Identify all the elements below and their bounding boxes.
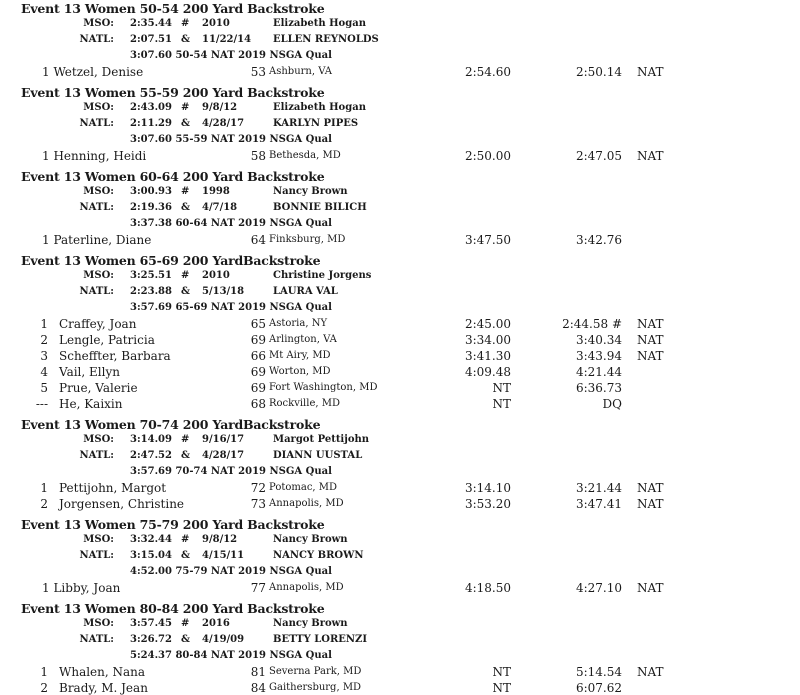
mso-time: 3:32.44: [130, 534, 172, 545]
mso-date: 1998: [202, 186, 230, 197]
natl-time: 2:47.52: [130, 450, 172, 461]
mso-holder: Elizabeth Hogan: [273, 102, 366, 113]
mso-time: 3:14.09: [130, 434, 172, 445]
club: Worton, MD: [269, 366, 331, 377]
natl-time: 3:15.04: [130, 550, 172, 561]
mso-holder: Nancy Brown: [273, 534, 348, 545]
qual-note: NAT: [637, 665, 664, 679]
swimmer-name: Craffey, Joan: [59, 317, 137, 331]
seed-time: NT: [492, 681, 511, 695]
club: Severna Park, MD: [269, 666, 362, 677]
swimmer-name: Scheffter, Barbara: [59, 349, 171, 363]
place-and-name: 1 Paterline, Diane: [42, 233, 152, 247]
qual-standard: 3:57.69 70-74 NAT 2019 NSGA Qual: [130, 466, 332, 477]
qual-note: NAT: [637, 333, 664, 347]
club: Finksburg, MD: [269, 234, 346, 245]
final-time: 4:27.10: [575, 581, 622, 595]
mso-symbol: #: [181, 618, 190, 629]
mso-symbol: #: [181, 270, 190, 281]
place: 1: [40, 665, 48, 679]
natl-symbol: &: [181, 34, 191, 45]
natl-holder: LAURA VAL: [273, 286, 338, 297]
mso-symbol: #: [181, 186, 190, 197]
age: 53: [250, 65, 266, 79]
natl-holder: BONNIE BILICH: [273, 202, 367, 213]
mso-holder: Margot Pettijohn: [273, 434, 370, 445]
mso-label: MSO:: [83, 18, 114, 29]
natl-label: NATL:: [79, 634, 114, 645]
event-title: Event 13 Women 75-79 200 Yard Backstroke: [21, 517, 325, 532]
mso-label: MSO:: [83, 270, 114, 281]
natl-label: NATL:: [79, 34, 114, 45]
final-time: 3:40.34: [575, 333, 622, 347]
mso-holder: Elizabeth Hogan: [273, 18, 366, 29]
final-time: 2:50.14: [575, 65, 622, 79]
seed-time: 4:18.50: [464, 581, 511, 595]
qual-note: NAT: [637, 497, 664, 511]
final-time: 4:21.44: [575, 365, 622, 379]
club: Arlington, VA: [269, 334, 337, 345]
mso-date: 9/8/12: [202, 102, 238, 113]
final-time: 5:14.54: [575, 665, 622, 679]
natl-holder: KARLYN PIPES: [273, 118, 359, 129]
natl-date: 4/28/17: [202, 118, 245, 129]
qual-note: NAT: [637, 65, 664, 79]
qual-note: NAT: [637, 481, 664, 495]
natl-holder: ELLEN REYNOLDS: [273, 34, 379, 45]
age: 81: [250, 665, 266, 679]
mso-symbol: #: [181, 102, 190, 113]
qual-note: NAT: [637, 581, 664, 595]
club: Annapolis, MD: [269, 582, 344, 593]
natl-symbol: &: [181, 286, 191, 297]
place: 2: [40, 497, 48, 511]
natl-time: 2:11.29: [130, 118, 172, 129]
qual-note: NAT: [637, 149, 664, 163]
seed-time: 2:45.00: [464, 317, 511, 331]
natl-holder: BETTY LORENZI: [273, 634, 368, 645]
age: 69: [250, 333, 266, 347]
seed-time: 3:14.10: [464, 481, 511, 495]
mso-holder: Nancy Brown: [273, 618, 348, 629]
club: Fort Washington, MD: [269, 382, 378, 393]
mso-date: 9/16/17: [202, 434, 245, 445]
mso-time: 2:35.44: [130, 18, 172, 29]
seed-time: NT: [492, 381, 511, 395]
swimmer-name: Vail, Ellyn: [59, 365, 120, 379]
natl-symbol: &: [181, 202, 191, 213]
qual-standard: 4:52.00 75-79 NAT 2019 NSGA Qual: [130, 566, 332, 577]
age: 77: [250, 581, 266, 595]
seed-time: 3:53.20: [464, 497, 511, 511]
final-time: 6:36.73: [575, 381, 622, 395]
qual-standard: 3:07.60 50-54 NAT 2019 NSGA Qual: [130, 50, 332, 61]
natl-holder: NANCY BROWN: [273, 550, 364, 561]
place: 5: [40, 381, 48, 395]
mso-date: 2010: [202, 270, 230, 281]
natl-holder: DIANN UUSTAL: [273, 450, 363, 461]
club: Ashburn, VA: [269, 66, 332, 77]
age: 69: [250, 381, 266, 395]
qual-standard: 3:57.69 65-69 NAT 2019 NSGA Qual: [130, 302, 332, 313]
event-title: Event 13 Women 60-64 200 Yard Backstroke: [21, 169, 325, 184]
qual-note: NAT: [637, 317, 664, 331]
qual-note: NAT: [637, 349, 664, 363]
natl-symbol: &: [181, 118, 191, 129]
natl-time: 2:23.88: [130, 286, 172, 297]
natl-label: NATL:: [79, 450, 114, 461]
club: Rockville, MD: [269, 398, 340, 409]
place: ---: [35, 397, 48, 411]
natl-time: 2:19.36: [130, 202, 172, 213]
natl-date: 4/15/11: [202, 550, 245, 561]
mso-label: MSO:: [83, 618, 114, 629]
club: Bethesda, MD: [269, 150, 341, 161]
place: 2: [40, 333, 48, 347]
age: 84: [250, 681, 266, 695]
seed-time: 3:47.50: [464, 233, 511, 247]
age: 69: [250, 365, 266, 379]
mso-time: 3:00.93: [130, 186, 172, 197]
club: Potomac, MD: [269, 482, 338, 493]
qual-standard: 5:24.37 80-84 NAT 2019 NSGA Qual: [130, 650, 332, 661]
final-time: 6:07.62: [575, 681, 622, 695]
natl-time: 3:26.72: [130, 634, 172, 645]
event-title: Event 13 Women 80-84 200 Yard Backstroke: [21, 601, 325, 616]
mso-symbol: #: [181, 534, 190, 545]
final-time: 3:21.44: [575, 481, 622, 495]
swimmer-name: Pettijohn, Margot: [59, 481, 167, 495]
place-and-name: 1 Libby, Joan: [42, 581, 121, 595]
seed-time: 3:34.00: [464, 333, 511, 347]
natl-date: 11/22/14: [202, 34, 252, 45]
age: 65: [250, 317, 266, 331]
natl-symbol: &: [181, 550, 191, 561]
natl-date: 5/13/18: [202, 286, 245, 297]
natl-symbol: &: [181, 450, 191, 461]
mso-holder: Nancy Brown: [273, 186, 348, 197]
place-and-name: 1 Henning, Heidi: [42, 149, 147, 163]
mso-symbol: #: [181, 18, 190, 29]
final-time: DQ: [602, 397, 622, 411]
event-title: Event 13 Women 65-69 200 YardBackstroke: [21, 253, 321, 268]
qual-standard: 3:37.38 60-64 NAT 2019 NSGA Qual: [130, 218, 332, 229]
final-time: 3:47.41: [575, 497, 622, 511]
final-time: 3:42.76: [575, 233, 622, 247]
place: 2: [40, 681, 48, 695]
mso-label: MSO:: [83, 186, 114, 197]
club: Gaithersburg, MD: [269, 682, 362, 693]
mso-date: 2016: [202, 618, 230, 629]
mso-label: MSO:: [83, 534, 114, 545]
swimmer-name: Prue, Valerie: [59, 381, 138, 395]
place: 1: [40, 317, 48, 331]
seed-time: NT: [492, 665, 511, 679]
swimmer-name: He, Kaixin: [59, 397, 123, 411]
final-time: 2:44.58 #: [562, 317, 622, 331]
natl-time: 2:07.51: [130, 34, 172, 45]
natl-date: 4/7/18: [202, 202, 238, 213]
place-and-name: 1 Wetzel, Denise: [42, 65, 144, 79]
event-title: Event 13 Women 50-54 200 Yard Backstroke: [21, 1, 325, 16]
final-time: 2:47.05: [575, 149, 622, 163]
mso-time: 2:43.09: [130, 102, 172, 113]
event-title: Event 13 Women 55-59 200 Yard Backstroke: [21, 85, 325, 100]
place: 4: [40, 365, 48, 379]
mso-label: MSO:: [83, 102, 114, 113]
seed-time: 3:41.30: [464, 349, 511, 363]
club: Annapolis, MD: [269, 498, 344, 509]
age: 64: [250, 233, 266, 247]
swimmer-name: Lengle, Patricia: [59, 333, 155, 347]
swimmer-name: Brady, M. Jean: [59, 681, 148, 695]
mso-symbol: #: [181, 434, 190, 445]
age: 72: [250, 481, 266, 495]
club: Mt Airy, MD: [269, 350, 331, 361]
mso-time: 3:57.45: [130, 618, 172, 629]
mso-holder: Christine Jorgens: [273, 270, 372, 281]
place: 1: [40, 481, 48, 495]
age: 73: [250, 497, 266, 511]
natl-label: NATL:: [79, 286, 114, 297]
age: 58: [250, 149, 266, 163]
event-title: Event 13 Women 70-74 200 YardBackstroke: [21, 417, 321, 432]
club: Astoria, NY: [269, 318, 328, 329]
seed-time: 2:54.60: [464, 65, 511, 79]
age: 68: [250, 397, 266, 411]
swimmer-name: Whalen, Nana: [59, 665, 146, 679]
final-time: 3:43.94: [575, 349, 622, 363]
natl-label: NATL:: [79, 202, 114, 213]
seed-time: 2:50.00: [464, 149, 511, 163]
mso-time: 3:25.51: [130, 270, 172, 281]
seed-time: 4:09.48: [464, 365, 511, 379]
natl-symbol: &: [181, 634, 191, 645]
natl-label: NATL:: [79, 118, 114, 129]
natl-date: 4/19/09: [202, 634, 245, 645]
mso-date: 9/8/12: [202, 534, 238, 545]
swimmer-name: Jorgensen, Christine: [59, 497, 185, 511]
natl-label: NATL:: [79, 550, 114, 561]
mso-label: MSO:: [83, 434, 114, 445]
mso-date: 2010: [202, 18, 230, 29]
place: 3: [40, 349, 48, 363]
age: 66: [250, 349, 266, 363]
qual-standard: 3:07.60 55-59 NAT 2019 NSGA Qual: [130, 134, 332, 145]
natl-date: 4/28/17: [202, 450, 245, 461]
seed-time: NT: [492, 397, 511, 411]
